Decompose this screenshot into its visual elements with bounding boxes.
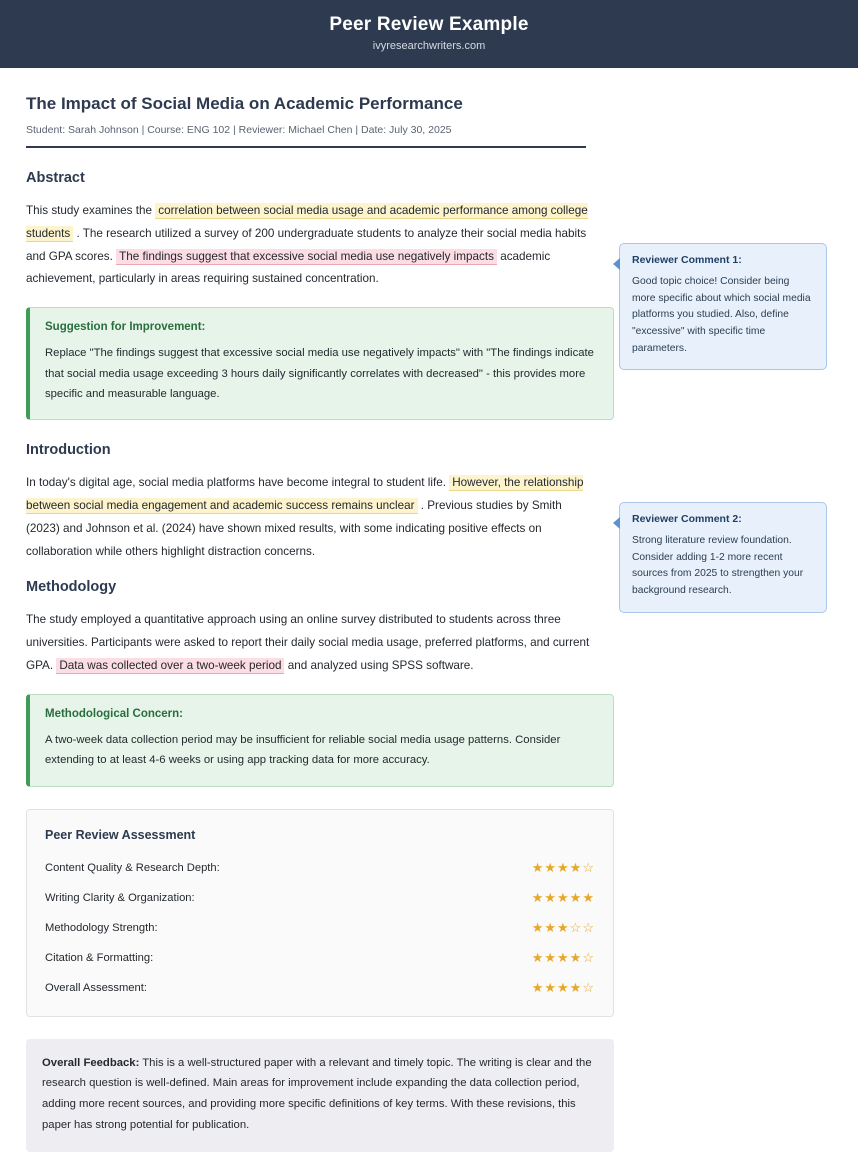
reviewer-comment-1-title: Reviewer Comment 1: (632, 254, 742, 266)
rating-row (45, 950, 595, 966)
star-rating-citation-formatting[interactable]: ★★★★☆ (531, 949, 595, 965)
methodology-text-2: and analyzed using SPSS software. (287, 659, 474, 673)
reviewer-comment-2-title: Reviewer Comment 2: (632, 513, 742, 525)
methodology-paragraph (26, 609, 598, 677)
introduction-text-2: . Previous studies by Smith (2023) and Johnson et al. (2024) have shown mixed results, with some indicating positive effects on collaboration while others highlight distraction concerns. (26, 499, 562, 558)
page-header (0, 0, 858, 68)
heading-abstract: Abstract (26, 170, 85, 186)
abstract-text-3: academic achievement, particularly in areas requiring sustained concentration. (26, 249, 551, 286)
assessment-heading: Peer Review Assessment (45, 827, 196, 842)
reviewer-comment-2-body: Strong literature review foundation. Consider adding 1-2 more recent sources from 2025 to strengthen your background research. (632, 535, 804, 597)
reviewer-comment-1[interactable] (619, 243, 827, 370)
suggestion-body: Replace "The findings suggest that excessive social media use negatively impacts" with "The findings indicate that social media usage exceeding 3 hours daily significantly correlates with decreased" - this provides more specific and measurable language. (45, 347, 594, 400)
star-rating-methodology-strength[interactable]: ★★★☆☆ (531, 919, 595, 935)
concern-title: Methodological Concern: (45, 707, 183, 720)
meta-divider (26, 146, 586, 148)
introduction-paragraph (26, 472, 598, 563)
methodological-concern-box (26, 694, 614, 787)
methodology-text-1: The study employed a quantitative approach using an online survey distributed to students across three universities. Participants were asked to report their daily social media usage, preferred platforms, and current GPA. (26, 613, 590, 673)
suggestion-box (26, 307, 614, 420)
page-title: Peer Review Example (329, 14, 529, 35)
rating-row (45, 920, 595, 936)
document-title: The Impact of Social Media on Academic Performance (26, 94, 463, 113)
overall-feedback (26, 1039, 614, 1153)
rating-label-content-quality: Content Quality & Research Depth: (45, 861, 220, 874)
highlight-introduction-1[interactable]: However, the relationship between social media engagement and academic success remains unclear (26, 476, 584, 513)
site-subtitle: ivyresearchwriters.com (372, 40, 486, 52)
rating-row (45, 980, 595, 996)
rating-row (45, 890, 595, 906)
document-content (0, 68, 858, 1176)
abstract-text-1: This study examines the (26, 204, 153, 217)
star-rating-overall-assessment[interactable]: ★★★★☆ (531, 979, 595, 995)
abstract-paragraph (26, 200, 598, 291)
abstract-text-2: . The research utilized a survey of 200 undergraduate students to analyze their social media habits and GPA scores. (26, 226, 587, 263)
heading-methodology: Methodology (26, 579, 117, 596)
concern-body: A two-week data collection period may be insufficient for reliable social media usage patterns. Consider extending to at least 4-6 weeks or using app tracking data for more accuracy. (45, 733, 561, 767)
heading-introduction: Introduction (26, 442, 111, 459)
introduction-text-1: In today's digital age, social media platforms have become integral to student life. (26, 476, 446, 490)
rating-label-writing-clarity: Writing Clarity & Organization: (45, 891, 195, 904)
rating-label-methodology-strength: Methodology Strength: (45, 921, 158, 934)
rating-label-citation-formatting: Citation & Formatting: (45, 951, 154, 964)
reviewer-comment-1-body: Good topic choice! Consider being more specific about which social media platforms you studied. Also, define "excessive" with specific time parameters. (632, 276, 811, 354)
overall-feedback-text: This is a well-structured paper with a relevant and timely topic. The writing is clear and the research question is well-defined. Main areas for improvement include expanding the data collection period, adding more recent sources, and providing more specific definitions of key terms. With these revisions, this paper has strong potential for publication. (42, 1056, 592, 1132)
rating-label-overall-assessment: Overall Assessment: (45, 981, 147, 994)
highlight-abstract-2[interactable]: The findings suggest that excessive social media use negatively impacts (116, 249, 497, 265)
highlight-methodology-1[interactable]: Data was collected over a two-week period (56, 658, 284, 674)
star-rating-writing-clarity[interactable]: ★★★★★ (531, 889, 595, 905)
suggestion-title: Suggestion for Improvement: (45, 321, 206, 334)
rating-row (45, 860, 595, 876)
document-meta: Student: Sarah Johnson | Course: ENG 102 | Reviewer: Michael Chen | Date: July 30, 2025 (26, 124, 452, 136)
reviewer-comment-2[interactable] (619, 502, 827, 613)
star-rating-content-quality[interactable]: ★★★★☆ (531, 859, 595, 875)
highlight-abstract-1[interactable]: correlation between social media usage and academic performance among college students (26, 204, 588, 240)
peer-review-assessment (26, 809, 614, 1017)
overall-feedback-label: Overall Feedback: (42, 1056, 140, 1069)
